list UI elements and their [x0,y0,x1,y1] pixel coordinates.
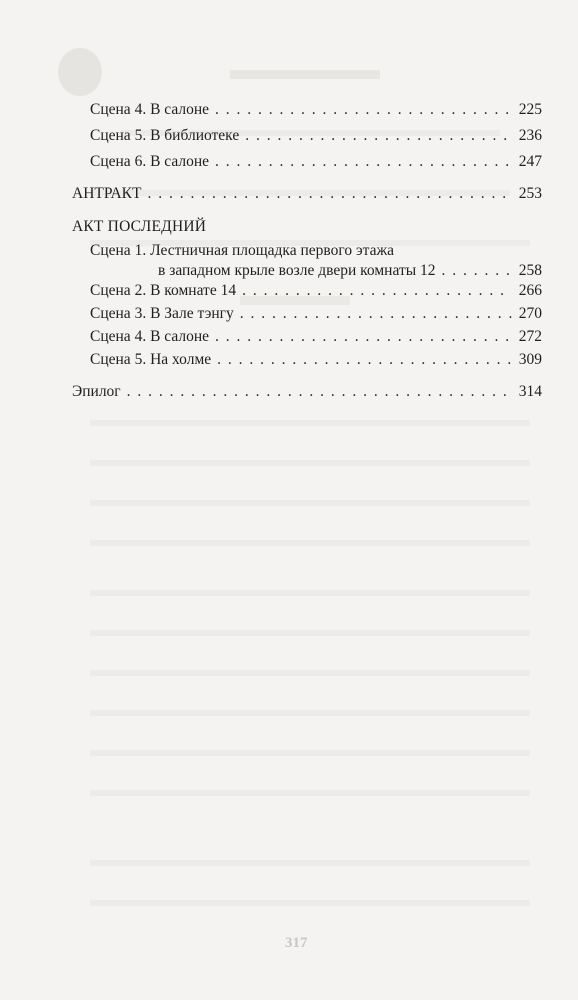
toc-entry [90,152,542,172]
toc-entry-label: Сцена 1. Лестничная площадка первого этажа [90,242,395,259]
toc-leader-dots [148,184,513,204]
toc-entry-page: 236 [518,127,542,144]
toc-entry [90,327,542,347]
toc-section-heading: АКТ ПОСЛЕДНИЙ [72,218,207,235]
toc-entry-page: 258 [518,262,542,279]
toc-leader-dots [242,281,512,301]
toc-entry [90,304,542,324]
toc-entry-page: 314 [518,383,542,400]
toc-entry-label: в западном крыле возле двери комнаты 12 [158,262,436,279]
toc-leader-dots [240,304,512,324]
toc-entry-page: 253 [518,185,542,202]
toc-entry-page: 247 [518,153,542,170]
toc-entry-label: Сцена 4. В салоне [90,101,210,118]
toc-leader-dots [215,100,512,120]
toc-entry-label: АНТРАКТ [72,185,142,202]
toc-entry-continuation [158,261,542,281]
toc-entry [90,241,542,261]
toc-leader-dots [127,382,512,402]
toc-entry [90,100,542,120]
toc-entry-page: 272 [518,328,542,345]
toc-leader-dots [215,327,512,347]
toc-entry-page: 270 [518,305,542,322]
toc-entry-label: Эпилог [72,383,121,400]
toc-leader-dots [245,126,512,146]
toc-entry [90,350,542,370]
toc-entry-page: 225 [518,101,542,118]
toc-entry-label: Сцена 2. В комнате 14 [90,282,237,299]
page-number: 317 [285,935,308,951]
toc-entry-label: Сцена 3. В Зале тэнгу [90,305,234,322]
toc-entry-label: Сцена 4. В салоне [90,328,210,345]
toc-leader-dots [217,350,512,370]
toc-entry-label: Сцена 5. В библиотеке [90,127,240,144]
toc-entry-page: 309 [518,351,542,368]
toc-entry [90,126,542,146]
toc-entry-intermission [72,184,542,204]
toc-leader-dots [215,152,512,172]
toc-entry-label: Сцена 5. На холме [90,351,212,368]
toc-entry [90,281,542,301]
toc-leader-dots [442,261,512,281]
toc-entry-label: Сцена 6. В салоне [90,153,210,170]
toc-entry-page: 266 [518,282,542,299]
toc-entry-epilogue [72,382,542,402]
